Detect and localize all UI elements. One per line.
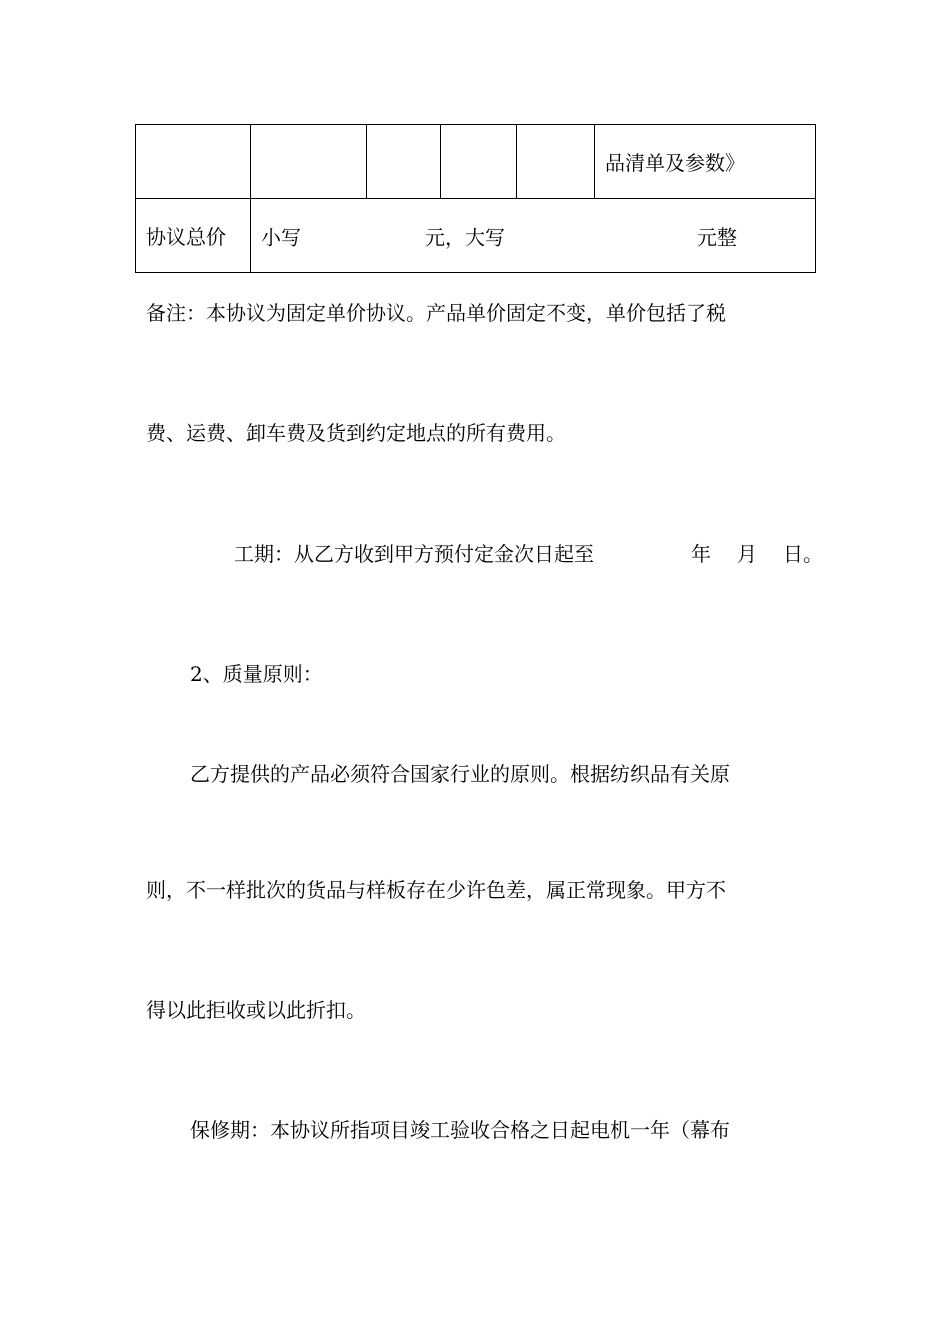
yuan-zheng-label: 元整 (697, 225, 737, 249)
total-price-label: 协议总价 (136, 199, 251, 273)
quality-line-2: 则，不一样批次的货品与样板存在少许色差，属正常现象。甲方不 (146, 878, 726, 902)
quality-heading: 2、质量原则： (190, 662, 323, 686)
remark-line-1: 备注：本协议为固定单价协议。产品单价固定不变，单价包括了税 (146, 301, 726, 325)
quality-line-3: 得以此拒收或以此折扣。 (146, 998, 366, 1022)
period-text: 工期：从乙方收到甲方预付定金次日起至 (234, 542, 594, 566)
quality-line-1: 乙方提供的产品必须符合国家行业的原则。根据纺织品有关原 (190, 762, 730, 786)
table-row (136, 125, 816, 199)
product-list-note: 品清单及参数》 (595, 125, 816, 199)
period-day: 日。 (783, 542, 823, 566)
remark-line-2: 费、运费、卸车费及货到约定地点的所有费用。 (146, 421, 566, 445)
period-year: 年 (691, 542, 711, 566)
table-cell (136, 125, 251, 199)
table-cell (367, 125, 441, 199)
warranty-line-1: 保修期：本协议所指项目竣工验收合格之日起电机一年（幕布 (190, 1118, 730, 1142)
total-price-cell (251, 199, 816, 273)
period-month: 月 (737, 542, 757, 566)
table-cell (251, 125, 367, 199)
table-row (136, 199, 816, 273)
lowercase-label: 小写 (261, 225, 301, 249)
table-cell (517, 125, 595, 199)
price-table (135, 124, 816, 273)
table-cell (441, 125, 517, 199)
yuan-daxie-label: 元，大写 (425, 225, 505, 249)
